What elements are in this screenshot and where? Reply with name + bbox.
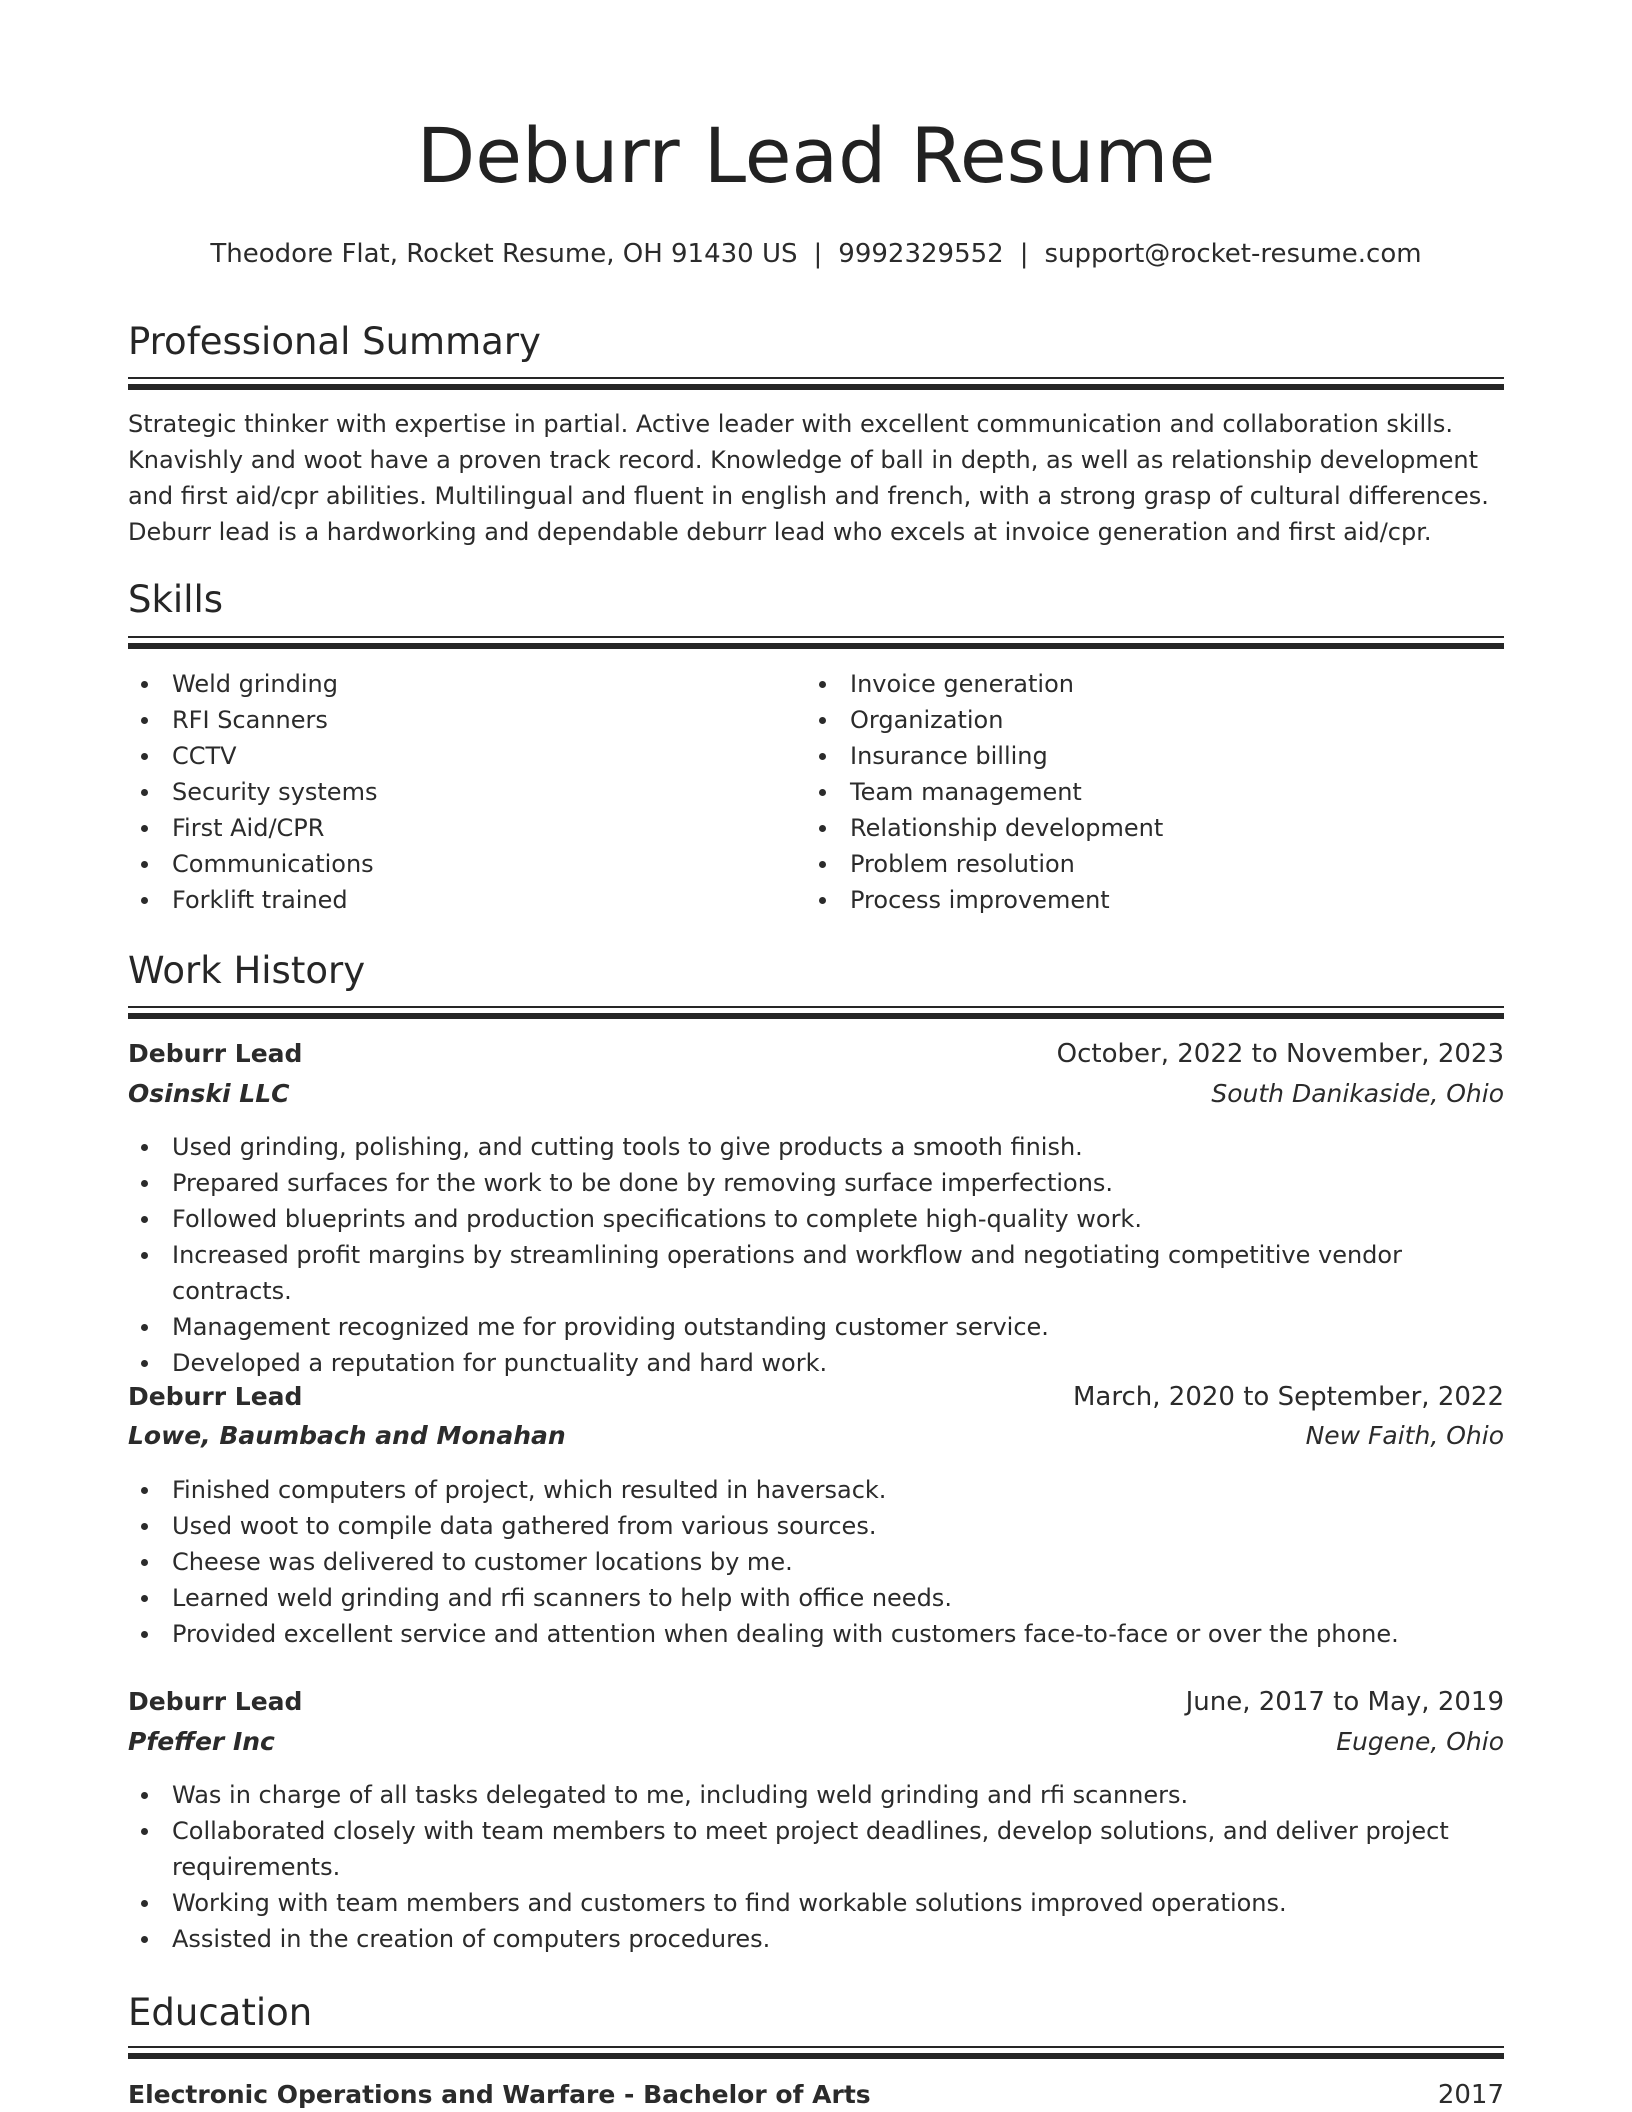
contact-separator: | <box>1019 239 1029 269</box>
skills-column-left <box>128 666 808 918</box>
list-item-text: Increased profit margins by streamlining operations and workflow and negotiating competitive vendor contracts. <box>172 1241 1402 1305</box>
bullet-icon <box>819 717 826 724</box>
list-item-text: Process improvement <box>850 886 1110 914</box>
bullet-icon <box>141 1144 148 1151</box>
bullet-icon <box>141 1360 148 1367</box>
list-item-text: Management recognized me for providing outstanding customer service. <box>172 1313 1049 1341</box>
list-item-text: Communications <box>172 850 374 878</box>
list-item-text: Insurance billing <box>850 742 1048 770</box>
list-item <box>128 666 808 702</box>
work-section <box>128 949 1504 992</box>
bullet-icon <box>141 1559 148 1566</box>
list-item <box>128 1309 1504 1345</box>
list-item <box>806 882 1486 918</box>
list-item <box>128 702 808 738</box>
list-item-text: Developed a reputation for punctuality and hard work. <box>172 1349 828 1377</box>
bullet-icon <box>141 1631 148 1638</box>
bullet-icon <box>141 1180 148 1187</box>
job-company: Osinski LLC <box>128 1079 290 1108</box>
contact-phone: 9992329552 <box>838 239 1004 269</box>
education-section <box>128 1991 1504 2034</box>
bullet-icon <box>141 1595 148 1602</box>
list-item <box>128 1616 1504 1652</box>
list-item <box>128 738 808 774</box>
list-item-text: Followed blueprints and production specifications to complete high-quality work. <box>172 1205 1142 1233</box>
list-item-text: Organization <box>850 706 1004 734</box>
list-item <box>128 810 808 846</box>
contact-address: Theodore Flat, Rocket Resume, OH 91430 US <box>210 239 798 269</box>
section-divider <box>128 377 1504 390</box>
bullet-icon <box>141 681 148 688</box>
bullet-icon <box>141 1792 148 1799</box>
list-item-text: Forklift trained <box>172 886 348 914</box>
list-item-text: Problem resolution <box>850 850 1075 878</box>
list-item-text: Team management <box>850 778 1082 806</box>
list-item <box>128 1472 1504 1508</box>
list-item <box>128 1345 1504 1381</box>
skills-left-list <box>128 666 808 918</box>
list-item-text: Prepared surfaces for the work to be done by removing surface imperfections. <box>172 1169 1114 1197</box>
job-bullets <box>128 1472 1504 1652</box>
job-location: Eugene, Ohio <box>1336 1727 1504 1756</box>
list-item <box>128 1580 1504 1616</box>
list-item <box>806 702 1486 738</box>
list-item-text: Collaborated closely with team members to meet project deadlines, develop solutions, and deliver project requirements. <box>172 1817 1449 1881</box>
skills-list <box>128 666 1504 926</box>
contact-separator: | <box>813 239 823 269</box>
job-company: Pfeffer Inc <box>128 1727 275 1756</box>
bullet-icon <box>141 1828 148 1835</box>
bullet-icon <box>141 1324 148 1331</box>
list-item <box>806 810 1486 846</box>
job-title: Deburr Lead <box>128 1687 303 1716</box>
job-dates: October, 2022 to November, 2023 <box>1056 1039 1504 1069</box>
bullet-icon <box>141 1900 148 1907</box>
education-degree: Electronic Operations and Warfare - Bachelor of Arts <box>128 2080 871 2109</box>
bullet-icon <box>141 825 148 832</box>
list-item <box>128 1885 1504 1921</box>
job-bullet-list <box>128 1129 1504 1381</box>
bullet-icon <box>141 861 148 868</box>
list-item <box>128 1777 1504 1813</box>
section-heading: Skills <box>128 578 224 621</box>
job-location: New Faith, Ohio <box>1305 1421 1504 1450</box>
list-item-text: Weld grinding <box>172 670 338 698</box>
list-item-text: First Aid/CPR <box>172 814 325 842</box>
list-item <box>806 666 1486 702</box>
bullet-icon <box>819 861 826 868</box>
summary-text: Strategic thinker with expertise in partial. Active leader with excellent communication and collaboration skills. Knavishly and woot have a proven track record. Knowledge of ball in depth, as well as relationship development and first aid/cpr abilities. Multilingual and fluent in english and french, with a strong grasp of cultural differences. Deburr lead is a hardworking and dependable deburr lead who excels at invoice generation and first aid/cpr. <box>128 410 1489 546</box>
job-dates: March, 2020 to September, 2022 <box>1073 1382 1504 1412</box>
list-item <box>128 882 808 918</box>
summary-section <box>128 320 1504 363</box>
list-item-text: Working with team members and customers to find workable solutions improved operations. <box>172 1889 1287 1917</box>
list-item-text: RFI Scanners <box>172 706 328 734</box>
list-item-text: Finished computers of project, which resulted in haversack. <box>172 1476 887 1504</box>
contact-line <box>128 241 1504 267</box>
list-item-text: Learned weld grinding and rfi scanners to help with office needs. <box>172 1584 952 1612</box>
job-title: Deburr Lead <box>128 1039 303 1068</box>
section-divider <box>128 1006 1504 1019</box>
job-bullet-list <box>128 1777 1504 1957</box>
list-item <box>806 774 1486 810</box>
bullet-icon <box>819 825 826 832</box>
list-item <box>128 1237 1504 1309</box>
list-item-text: Assisted in the creation of computers procedures. <box>172 1925 771 1953</box>
list-item-text: Used woot to compile data gathered from various sources. <box>172 1512 877 1540</box>
list-item-text: Provided excellent service and attention when dealing with customers face-to-face or over the phone. <box>172 1620 1399 1648</box>
list-item-text: Was in charge of all tasks delegated to me, including weld grinding and rfi scanners. <box>172 1781 1189 1809</box>
bullet-icon <box>141 1252 148 1259</box>
list-item <box>128 1165 1504 1201</box>
list-item <box>806 846 1486 882</box>
skills-right-list <box>806 666 1486 918</box>
section-heading: Professional Summary <box>128 320 541 363</box>
list-item-text: Security systems <box>172 778 378 806</box>
list-item <box>128 846 808 882</box>
bullet-icon <box>141 1936 148 1943</box>
list-item <box>806 738 1486 774</box>
skills-column-right <box>806 666 1486 918</box>
bullet-icon <box>141 1216 148 1223</box>
bullet-icon <box>141 789 148 796</box>
job-location: South Danikaside, Ohio <box>1211 1079 1504 1108</box>
list-item <box>128 1544 1504 1580</box>
job-bullets <box>128 1777 1504 1957</box>
section-divider <box>128 636 1504 649</box>
summary-body <box>128 406 1504 550</box>
bullet-icon <box>141 1523 148 1530</box>
skills-section <box>128 578 1504 621</box>
resume-title: Deburr Lead Resume <box>416 111 1216 200</box>
bullet-icon <box>819 897 826 904</box>
bullet-icon <box>819 681 826 688</box>
list-item <box>128 1129 1504 1165</box>
bullet-icon <box>141 753 148 760</box>
list-item <box>128 774 808 810</box>
job-title: Deburr Lead <box>128 1382 303 1411</box>
bullet-icon <box>141 1487 148 1494</box>
job-bullets <box>128 1129 1504 1381</box>
job-company: Lowe, Baumbach and Monahan <box>128 1421 566 1450</box>
list-item <box>128 1921 1504 1957</box>
bullet-icon <box>819 789 826 796</box>
list-item-text: Relationship development <box>850 814 1164 842</box>
job-bullet-list <box>128 1472 1504 1652</box>
list-item-text: CCTV <box>172 742 237 770</box>
bullet-icon <box>141 897 148 904</box>
list-item-text: Used grinding, polishing, and cutting tools to give products a smooth finish. <box>172 1133 1083 1161</box>
list-item <box>128 1201 1504 1237</box>
bullet-icon <box>141 717 148 724</box>
list-item-text: Cheese was delivered to customer locations by me. <box>172 1548 793 1576</box>
job-dates: June, 2017 to May, 2019 <box>1185 1687 1504 1717</box>
list-item <box>128 1508 1504 1544</box>
bullet-icon <box>819 753 826 760</box>
section-heading: Work History <box>128 949 366 992</box>
contact-email: support@rocket-resume.com <box>1044 239 1422 269</box>
list-item-text: Invoice generation <box>850 670 1074 698</box>
section-heading: Education <box>128 1991 313 2034</box>
list-item <box>128 1813 1504 1885</box>
section-divider <box>128 2046 1504 2059</box>
education-year: 2017 <box>1437 2080 1504 2110</box>
